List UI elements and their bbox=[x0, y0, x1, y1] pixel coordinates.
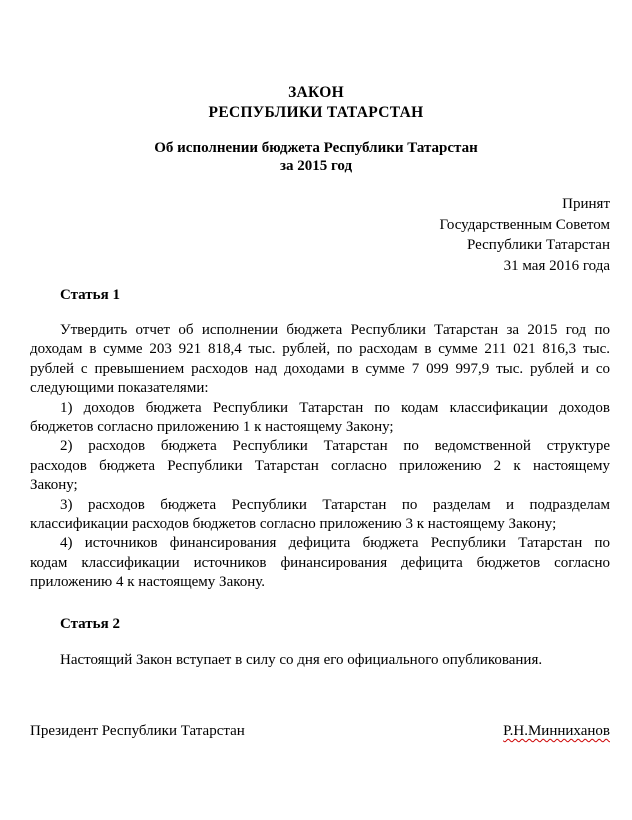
article-1-item-3: 3) расходов бюджета Республики Татарстан по разделам и подразделам bbox=[60, 496, 610, 513]
law-title: ЗАКОН bbox=[288, 84, 344, 101]
article-1-line: расходов бюджета Республики Татарстан согласно приложению 2 к настоящему bbox=[30, 457, 610, 474]
accepted-date: 31 мая 2016 года bbox=[503, 257, 610, 274]
signature-position: Президент Республики Татарстан bbox=[30, 723, 245, 739]
article-2-title: Статья 2 bbox=[60, 616, 120, 632]
signature-name: Р.Н.Минниханов bbox=[503, 723, 610, 739]
article-1-body bbox=[30, 321, 610, 593]
accepted-label: Принят bbox=[562, 196, 610, 212]
article-1-line: приложению 4 к настоящему Закону. bbox=[30, 574, 266, 591]
article-1-item-4: 4) источников финансирования дефицита бюджета Республики Татарстан по bbox=[60, 535, 610, 552]
accepted-block bbox=[440, 194, 611, 276]
article-1-line: кодам классификации источников финансирования дефицита бюджетов согласно bbox=[30, 554, 610, 571]
article-1-line: следующими показателями: bbox=[30, 380, 209, 397]
accepted-republic: Республики Татарстан bbox=[466, 237, 610, 253]
article-1-line: Закону; bbox=[30, 477, 78, 494]
law-republic-title: РЕСПУБЛИКИ ТАТАРСТАН bbox=[208, 104, 424, 121]
article-1-line: доходам в сумме 203 921 818,4 тыс. рублей, по расходам в сумме 211 021 816,3 тыс. bbox=[30, 341, 610, 358]
article-1-title: Статья 1 bbox=[60, 287, 120, 303]
article-1-line: бюджетов согласно приложению 1 к настоящему Закону; bbox=[30, 419, 394, 436]
law-year: за 2015 год bbox=[279, 158, 353, 174]
accepted-by: Государственным Советом bbox=[439, 216, 610, 233]
signature-row bbox=[30, 723, 610, 740]
article-1-item-2: 2) расходов бюджета Республики Татарстан по ведомственной структуре bbox=[60, 438, 610, 455]
article-2-body bbox=[30, 651, 610, 670]
article-2-text: Настоящий Закон вступает в силу со дня его официального опубликования. bbox=[60, 652, 543, 668]
law-subtitle: Об исполнении бюджета Республики Татарстан bbox=[154, 140, 478, 156]
article-1-line: Утвердить отчет об исполнении бюджета Республики Татарстан за 2015 год по bbox=[60, 322, 610, 338]
article-1-line: рублей с превышением расходов над доходами в сумме 7 099 997,9 тыс. рублей и со bbox=[30, 360, 610, 377]
article-1-line: классификации расходов бюджетов согласно приложению 3 к настоящему Закону; bbox=[30, 516, 557, 533]
article-1-item-1: 1) доходов бюджета Республики Татарстан по кодам классификации доходов bbox=[60, 399, 610, 416]
